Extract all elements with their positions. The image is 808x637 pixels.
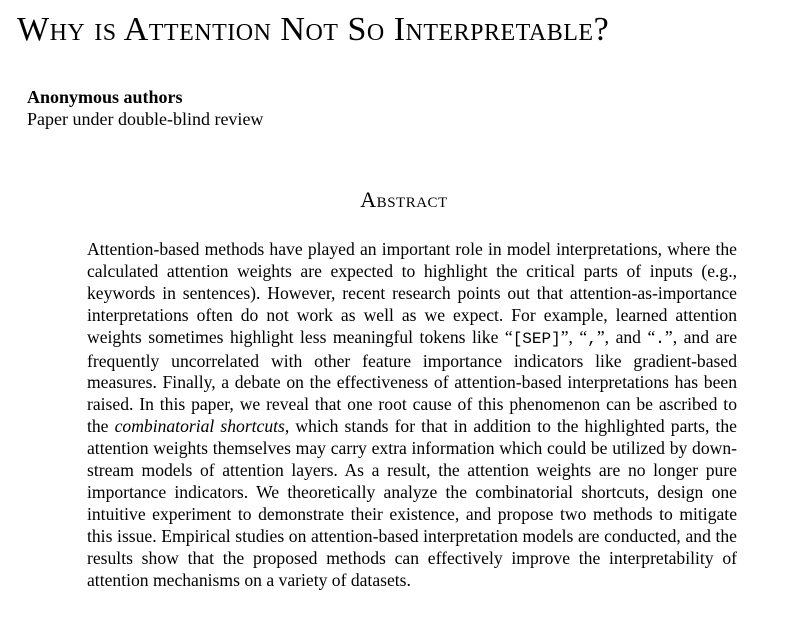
abstract-segment: Attention-based methods have played an important role in model interpretations, where the calculated attention weights are expected to highlight the critical parts of inputs (e.g., keywords in sentences). However, recent research points out that attention-as-importance interpretations often do not work as well as we expect. For example, learned attention weights sometimes highlight less meaningful tokens like “	[87, 239, 737, 347]
abstract-segment: ”, “	[560, 326, 588, 347]
abstract-segment: ”, and are frequently uncorrelated with other feature importance indicators like gradient-based measures. Finally, a debate on the effectiveness of attention-based interpretations has been raised. In this paper, we reveal that one root cause of this phenomenon can be ascribed to the	[87, 326, 738, 437]
review-note: Paper under double-blind review	[27, 109, 264, 129]
token-comma: ,	[587, 329, 597, 348]
abstract-segment: , which stands for that in addition to the highlighted parts, the attention weights themselves may carry extra information which could be utilized by downstream models of attention layers. As a result, the attention weights are no longer pure importance indicators. We theoretically analyze the combinatorial shortcuts, design one intuitive experiment to demonstrate their existence, and propose two methods to mitigate this issue. Empirical studies on attention-based interpretation models are conducted, and the results show that the proposed methods can effectively improve the interpretability of attention mechanisms on a variety of datasets.	[87, 416, 737, 590]
abstract-segment: ”, and “	[596, 326, 656, 347]
token-sep: [SEP]	[512, 329, 561, 348]
abstract-text	[87, 239, 737, 592]
paper-title: Why is Attention Not So Interpretable?	[17, 11, 610, 48]
abstract-heading: Abstract	[360, 187, 448, 212]
token-period: .	[655, 329, 665, 348]
abstract-italic-term: combinatorial shortcuts	[114, 416, 285, 437]
author-name: Anonymous authors	[27, 87, 183, 107]
author-block	[27, 86, 263, 130]
